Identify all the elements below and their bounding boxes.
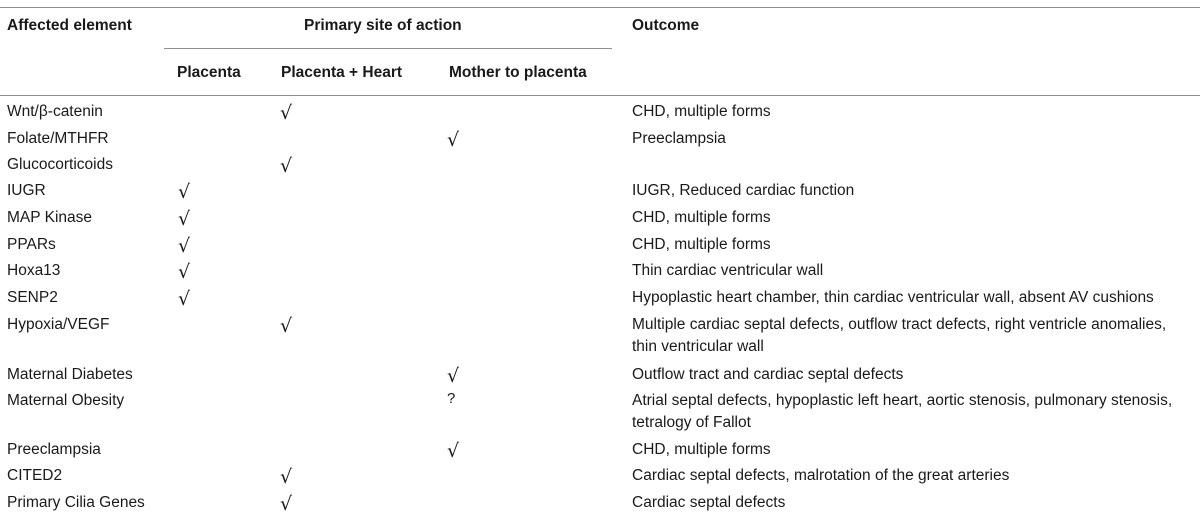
cell-placenta-heart-checkmark: √ [280,315,293,337]
cell-outcome: Outflow tract and cardiac septal defects [632,366,904,383]
cell-placenta-heart-checkmark: √ [280,466,293,488]
header-mother-to-placenta: Mother to placenta [449,64,587,81]
primary-site-subrule [164,48,612,49]
cell-placenta-checkmark: √ [178,261,191,283]
cell-affected-element: SENP2 [7,289,58,306]
cell-affected-element: Hypoxia/VEGF [7,316,110,333]
cell-mother-to-placenta: ? [447,390,456,407]
cell-affected-element: Wnt/β-catenin [7,103,103,120]
cell-outcome-continued: tetralogy of Fallot [632,414,751,431]
cell-placenta-checkmark: √ [178,208,191,230]
cell-outcome: Hypoplastic heart chamber, thin cardiac ventricular wall, absent AV cushions [632,289,1154,306]
cell-outcome: Thin cardiac ventricular wall [632,262,824,279]
header-placenta-heart: Placenta + Heart [281,64,403,81]
cell-outcome: CHD, multiple forms [632,103,771,120]
cell-affected-element: Primary Cilia Genes [7,494,145,511]
cell-placenta-checkmark: √ [178,288,191,310]
header-placenta: Placenta [177,64,241,81]
cell-affected-element: IUGR [7,182,46,199]
cell-outcome: CHD, multiple forms [632,236,771,253]
table-top-rule [0,7,1200,8]
cell-placenta-heart-checkmark: √ [280,155,293,177]
header-bottom-rule [0,95,1200,96]
cell-outcome: CHD, multiple forms [632,209,771,226]
cell-mother-to-placenta-checkmark: √ [447,365,460,387]
cell-outcome: Multiple cardiac septal defects, outflow tract defects, right ventricle anomalies, [632,316,1167,333]
cell-outcome: CHD, multiple forms [632,441,771,458]
cell-placenta-heart-checkmark: √ [280,102,293,124]
cell-outcome: Cardiac septal defects [632,494,786,511]
cell-affected-element: Preeclampsia [7,441,101,458]
cell-mother-to-placenta-checkmark: √ [447,440,460,462]
cell-affected-element: CITED2 [7,467,63,484]
cell-affected-element: Maternal Diabetes [7,366,133,383]
cell-affected-element: Maternal Obesity [7,392,125,409]
cell-placenta-checkmark: √ [178,181,191,203]
cell-affected-element: MAP Kinase [7,209,93,226]
cell-affected-element: Folate/MTHFR [7,130,109,147]
header-outcome: Outcome [632,17,700,34]
header-affected-element: Affected element [7,17,132,34]
cell-outcome: IUGR, Reduced cardiac function [632,182,855,199]
header-primary-site: Primary site of action [304,17,462,34]
cell-mother-to-placenta-checkmark: √ [447,129,460,151]
cell-outcome-continued: thin ventricular wall [632,338,764,355]
cell-affected-element: PPARs [7,236,56,253]
cell-placenta-heart-checkmark: √ [280,493,293,515]
cell-outcome: Atrial septal defects, hypoplastic left heart, aortic stenosis, pulmonary stenosis, [632,392,1173,409]
cell-placenta-checkmark: √ [178,235,191,257]
cell-outcome: Cardiac septal defects, malrotation of the great arteries [632,467,1010,484]
cell-affected-element: Hoxa13 [7,262,61,279]
cell-affected-element: Glucocorticoids [7,156,113,173]
cell-outcome: Preeclampsia [632,130,726,147]
